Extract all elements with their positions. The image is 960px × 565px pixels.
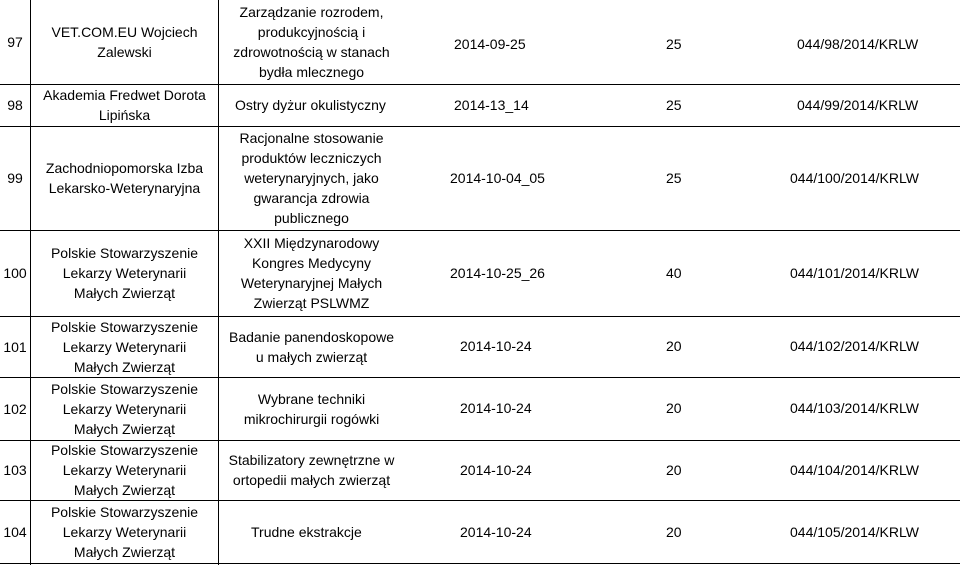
organizer-line: Małych Zwierząt xyxy=(73,358,176,375)
row-number: 98 xyxy=(7,97,23,113)
row-details xyxy=(219,522,960,542)
organizer-line: Lekarsko-Weterynaryjna xyxy=(48,180,201,196)
approval-number: 044/101/2014/KRLW xyxy=(790,265,919,281)
row-number: 99 xyxy=(7,170,23,186)
organizer xyxy=(31,377,218,440)
row-number: 102 xyxy=(3,400,27,417)
row-number: 101 xyxy=(3,338,27,355)
title-line: Racjonalne stosowanie xyxy=(239,130,384,146)
points: 20 xyxy=(666,338,682,354)
organizer-line: Polskie Stowarzyszenie xyxy=(50,380,199,397)
title-line: mikrochirurgii rogówki xyxy=(243,410,380,427)
points: 20 xyxy=(666,462,682,478)
date: 2014-09-25 xyxy=(454,36,526,52)
organizer xyxy=(31,84,218,126)
approval-number: 044/99/2014/KRLW xyxy=(797,97,919,113)
title-line: produkcyjnością i xyxy=(257,24,366,40)
course-title: Ostry dyżur okulistyczny xyxy=(235,97,386,113)
date: 2014-10-24 xyxy=(460,338,532,354)
approval-number: 044/104/2014/KRLW xyxy=(790,462,919,478)
row-details xyxy=(404,336,960,356)
organizer-line: Polskie Stowarzyszenie xyxy=(50,442,199,458)
organizer-line: Lekarzy Weterynarii xyxy=(62,400,187,417)
title-line: weterynaryjnych, jako xyxy=(244,170,379,186)
row-details xyxy=(404,168,960,188)
date: 2014-13_14 xyxy=(454,97,529,113)
title-line: Weterynaryjnej Małych xyxy=(240,275,383,291)
title-line: publicznego xyxy=(274,210,349,226)
course-title xyxy=(219,126,404,230)
date: 2014-10-25_26 xyxy=(450,265,545,281)
organizer xyxy=(31,230,218,316)
title-line: produktów leczniczych xyxy=(241,150,382,166)
organizer-line: Małych Zwierząt xyxy=(73,285,176,301)
title-line: ortopedii małych zwierząt xyxy=(232,472,391,488)
title-line: gwarancja zdrowia xyxy=(253,190,370,206)
organizer xyxy=(31,500,218,563)
title-line: XXII Międzynarodowy xyxy=(243,235,380,251)
approval-number: 044/105/2014/KRLW xyxy=(790,524,919,540)
organizer-line: Polskie Stowarzyszenie xyxy=(50,503,199,520)
row-number: 97 xyxy=(7,34,23,50)
row-details xyxy=(404,263,960,283)
organizer-line: Lekarzy Weterynarii xyxy=(62,523,187,540)
organizer-line: Lekarzy Weterynarii xyxy=(62,338,187,355)
points: 25 xyxy=(666,97,682,113)
title-line: Stabilizatory zewnętrzne w xyxy=(228,452,395,468)
course-title xyxy=(219,230,404,316)
organizer-line: Małych Zwierząt xyxy=(73,543,176,560)
row-details xyxy=(219,95,960,115)
course-title xyxy=(219,440,404,500)
organizer xyxy=(31,316,218,377)
date: 2014-10-04_05 xyxy=(450,170,545,186)
organizer-line: Lekarzy Weterynarii xyxy=(62,265,187,281)
course-title xyxy=(219,377,404,440)
organizer-line: Akademia Fredwet Dorota xyxy=(43,87,206,103)
points: 25 xyxy=(666,36,682,52)
row-divider xyxy=(0,563,960,564)
organizer-line: Lipińska xyxy=(98,107,151,123)
organizer-line: Polskie Stowarzyszenie xyxy=(50,318,199,335)
title-line: bydła mlecznego xyxy=(258,64,365,80)
title-line: Zarządzanie rozrodem, xyxy=(239,4,384,20)
title-line: Wybrane techniki xyxy=(257,390,366,407)
date: 2014-10-24 xyxy=(460,462,532,478)
organizer xyxy=(31,126,218,230)
approval-number: 044/103/2014/KRLW xyxy=(790,400,919,416)
row-details xyxy=(404,460,960,480)
row-details xyxy=(404,34,960,54)
title-line: u małych zwierząt xyxy=(255,348,368,365)
row-number: 104 xyxy=(3,523,27,540)
points: 25 xyxy=(666,170,682,186)
organizer-line: Polskie Stowarzyszenie xyxy=(50,245,199,261)
title-line: zdrowotnością w stanach xyxy=(233,44,390,60)
date: 2014-10-24 xyxy=(460,524,532,540)
points: 40 xyxy=(666,265,682,281)
title-line: Zwierząt PSLWMZ xyxy=(253,295,370,311)
date: 2014-10-24 xyxy=(460,400,532,416)
title-line: Badanie panendoskopowe xyxy=(228,328,395,345)
course-title xyxy=(219,0,404,84)
row-details xyxy=(404,398,960,418)
course-title: Trudne ekstrakcje xyxy=(251,524,362,540)
row-number: 103 xyxy=(3,462,27,478)
organizer-line: Zalewski xyxy=(97,44,152,60)
points: 20 xyxy=(666,524,682,540)
approval-number: 044/102/2014/KRLW xyxy=(790,338,919,354)
approval-number: 044/100/2014/KRLW xyxy=(790,170,919,186)
organizer-line: Zachodniopomorska Izba xyxy=(45,160,204,176)
title-line: Kongres Medycyny xyxy=(251,255,372,271)
organizer-line: Lekarzy Weterynarii xyxy=(62,462,187,478)
organizer xyxy=(31,440,218,500)
organizer-line: Małych Zwierząt xyxy=(73,420,176,437)
approval-number: 044/98/2014/KRLW xyxy=(797,36,919,52)
points: 20 xyxy=(666,400,682,416)
organizer-line: Małych Zwierząt xyxy=(73,482,176,498)
course-title xyxy=(219,316,404,377)
row-number: 100 xyxy=(3,265,27,281)
organizer xyxy=(31,0,218,84)
organizer-line: VET.COM.EU Wojciech xyxy=(51,24,198,40)
